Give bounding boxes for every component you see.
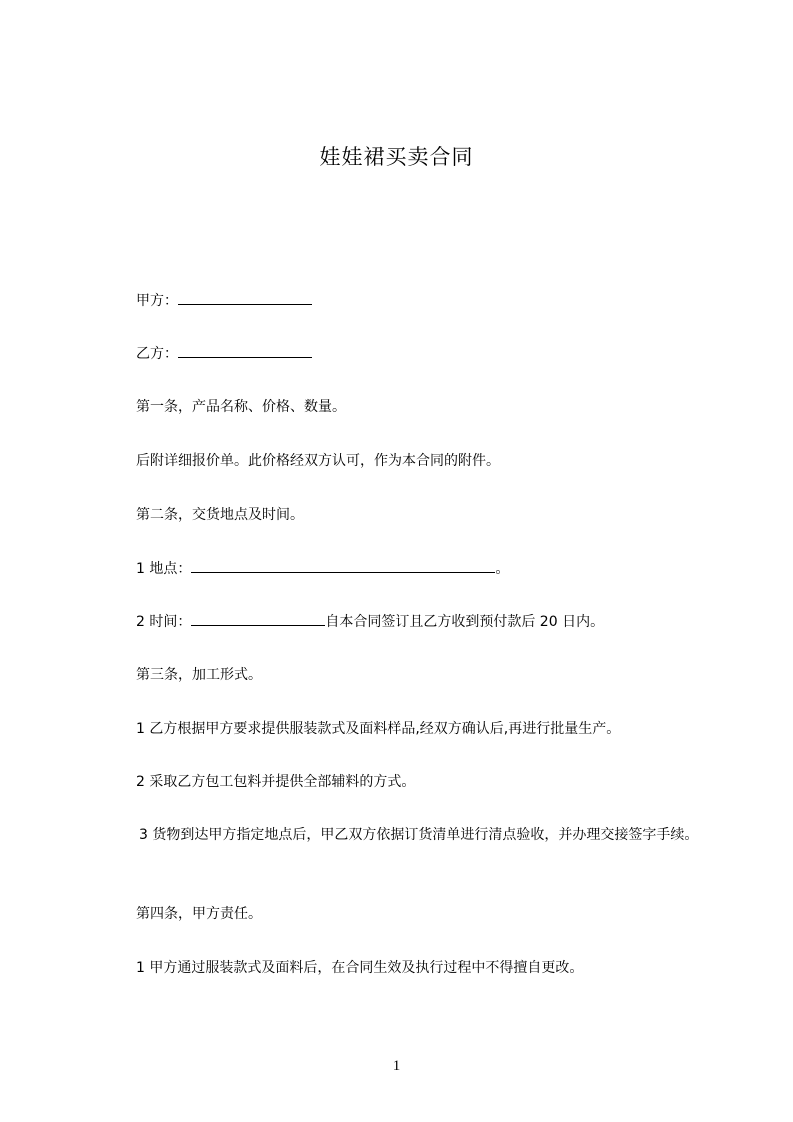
article1-heading: 第一条，产品名称、价格、数量。 [136, 399, 346, 415]
article4-heading: 第四条，甲方责任。 [136, 906, 262, 922]
delivery-time-label: 2 时间： [136, 614, 192, 630]
document-title: 娃娃裙买卖合同 [319, 145, 474, 169]
article3-item2: 2 采取乙方包工包料并提供全部辅料的方式。 [136, 774, 416, 790]
party-a-line [136, 290, 312, 311]
delivery-time-text: 自本合同签订且乙方收到预付款后 20 日内。 [325, 614, 605, 630]
article2-heading: 第二条，交货地点及时间。 [136, 507, 304, 523]
party-a-blank [178, 290, 312, 305]
party-b-label: 乙方： [136, 346, 178, 362]
delivery-time-line [136, 611, 604, 632]
delivery-time-blank [191, 611, 325, 626]
delivery-place-label: 1 地点： [136, 561, 192, 577]
party-a-label: 甲方： [136, 293, 178, 309]
article4-item1: 1 甲方通过服装款式及面料后，在合同生效及执行过程中不得擅自更改。 [136, 960, 584, 976]
delivery-place-end: 。 [495, 561, 510, 577]
party-b-blank [178, 343, 312, 358]
delivery-place-line [136, 558, 509, 579]
party-b-line [136, 343, 312, 364]
delivery-place-blank [191, 558, 495, 573]
article3-item3: 3 货物到达甲方指定地点后，甲乙双方依据订货清单进行清点验收，并办理交接签字手续。 [139, 827, 699, 843]
article1-body: 后附详细报价单。此价格经双方认可，作为本合同的附件。 [136, 453, 500, 469]
article3-heading: 第三条，加工形式。 [136, 667, 262, 683]
page-number: 1 [392, 1058, 401, 1074]
article3-item1: 1 乙方根据甲方要求提供服装款式及面料样品,经双方确认后,再进行批量生产。 [136, 721, 621, 737]
